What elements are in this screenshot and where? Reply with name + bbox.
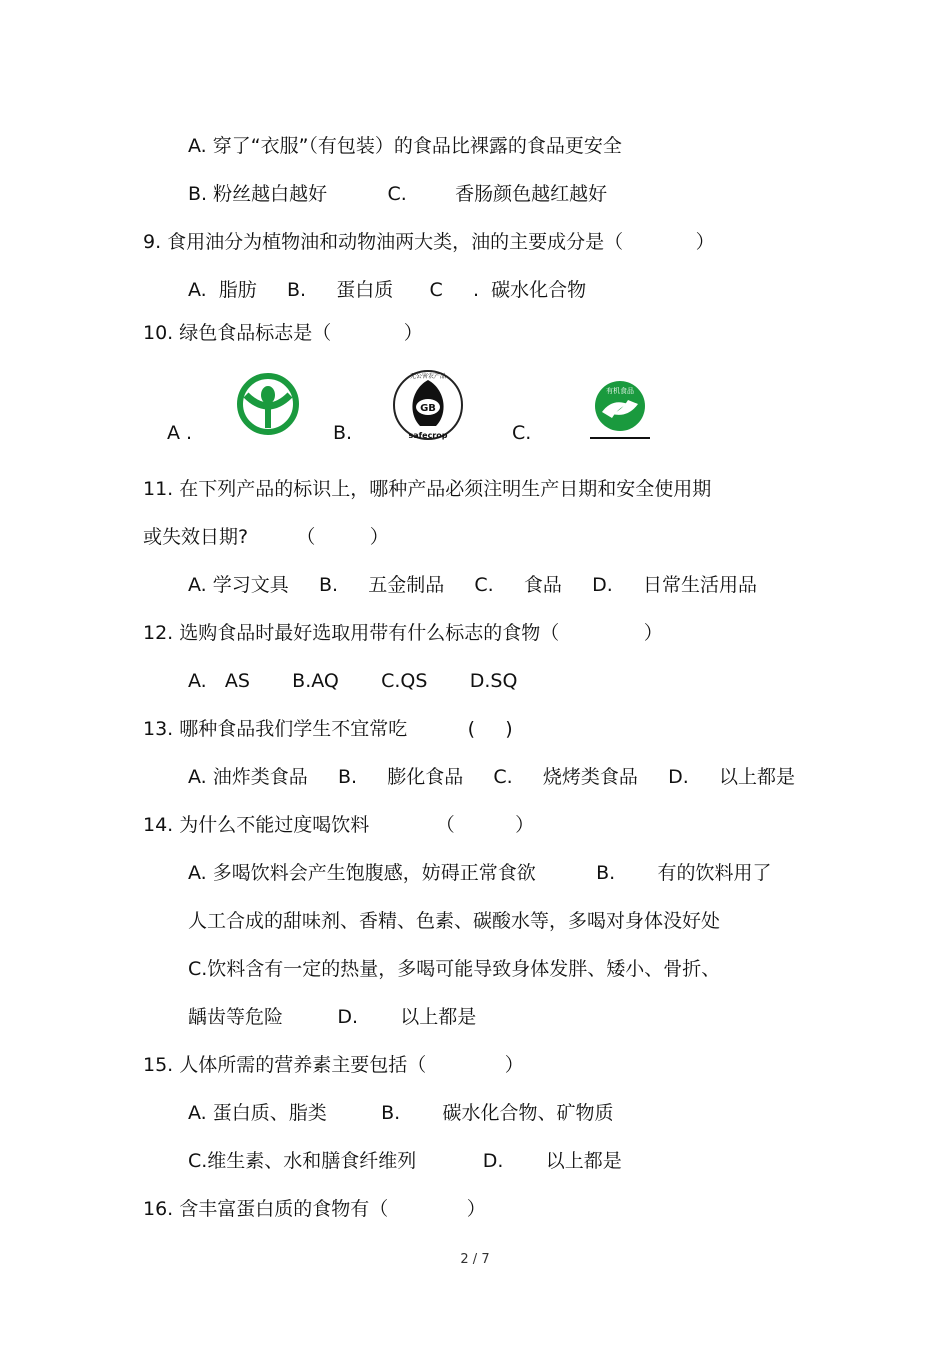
options-12: A. AS B.AQ C.QS D.SQ (188, 670, 518, 692)
question-10: 10. 绿色食品标志是（ ） (143, 322, 423, 344)
options-11: A. 学习文具 B. 五金制品 C. 食品 D. 日常生活用品 (188, 574, 757, 596)
options-14-line1: A. 多喝饮料会产生饱腹感，妨碍正常食欲 B. 有的饮料用了 (188, 862, 772, 884)
logo-option-c-label: C. (512, 422, 532, 444)
options-13: A. 油炸类食品 B. 膨化食品 C. 烧烤类食品 D. 以上都是 (188, 766, 795, 788)
options-9: A. 脂肪 B. 蛋白质 C . 碳水化合物 (188, 279, 587, 301)
question-9: 9. 食用油分为植物油和动物油两大类，油的主要成分是（ ） (143, 231, 715, 253)
options-14-line3: C.饮料含有一定的热量，多喝可能导致身体发胖、矮小、骨折、 (188, 958, 721, 980)
option-line-8a: A. 穿了“衣服”（有包装）的食品比裸露的食品更安全 (188, 135, 622, 157)
logo-b-bottom-text: safecrop (408, 431, 448, 440)
options-14-line4: 龋齿等危险 D. 以上都是 (188, 1006, 477, 1028)
question-11-line2: 或失效日期? （ ） (143, 526, 389, 548)
option-line-8bc: B. 粉丝越白越好 C. 香肠颜色越红越好 (188, 183, 608, 205)
logo-c-top-text: 有机食品 (606, 387, 634, 395)
question-11-line1: 11. 在下列产品的标识上，哪种产品必须注明生产日期和安全使用期 (143, 478, 712, 500)
logo-b-top-text: 无公害农产品 (409, 373, 447, 380)
question-14: 14. 为什么不能过度喝饮料 （ ） (143, 814, 535, 836)
options-15-line2: C.维生素、水和膳食纤维列 D. 以上都是 (188, 1150, 622, 1172)
page-number: 2 / 7 (460, 1252, 490, 1267)
pollution-free-agricultural-product-logo-icon (390, 368, 466, 442)
logo-b-center-text: GB (420, 403, 436, 414)
organic-food-logo-icon (588, 378, 652, 440)
question-16: 16. 含丰富蛋白质的食物有（ ） (143, 1198, 486, 1220)
options-15-line1: A. 蛋白质、脂类 B. 碳水化合物、矿物质 (188, 1102, 614, 1124)
logo-option-b-label: B. (333, 422, 353, 444)
question-13: 13. 哪种食品我们学生不宜常吃 ( ) (143, 718, 513, 740)
question-12: 12. 选购食品时最好选取用带有什么标志的食物（ ） (143, 622, 663, 644)
green-food-logo-icon (236, 373, 300, 435)
logo-option-a-label: A . (167, 422, 193, 444)
question-15: 15. 人体所需的营养素主要包括（ ） (143, 1054, 524, 1076)
options-14-line2: 人工合成的甜味剂、香精、色素、碳酸水等，多喝对身体没好处 (188, 910, 721, 932)
